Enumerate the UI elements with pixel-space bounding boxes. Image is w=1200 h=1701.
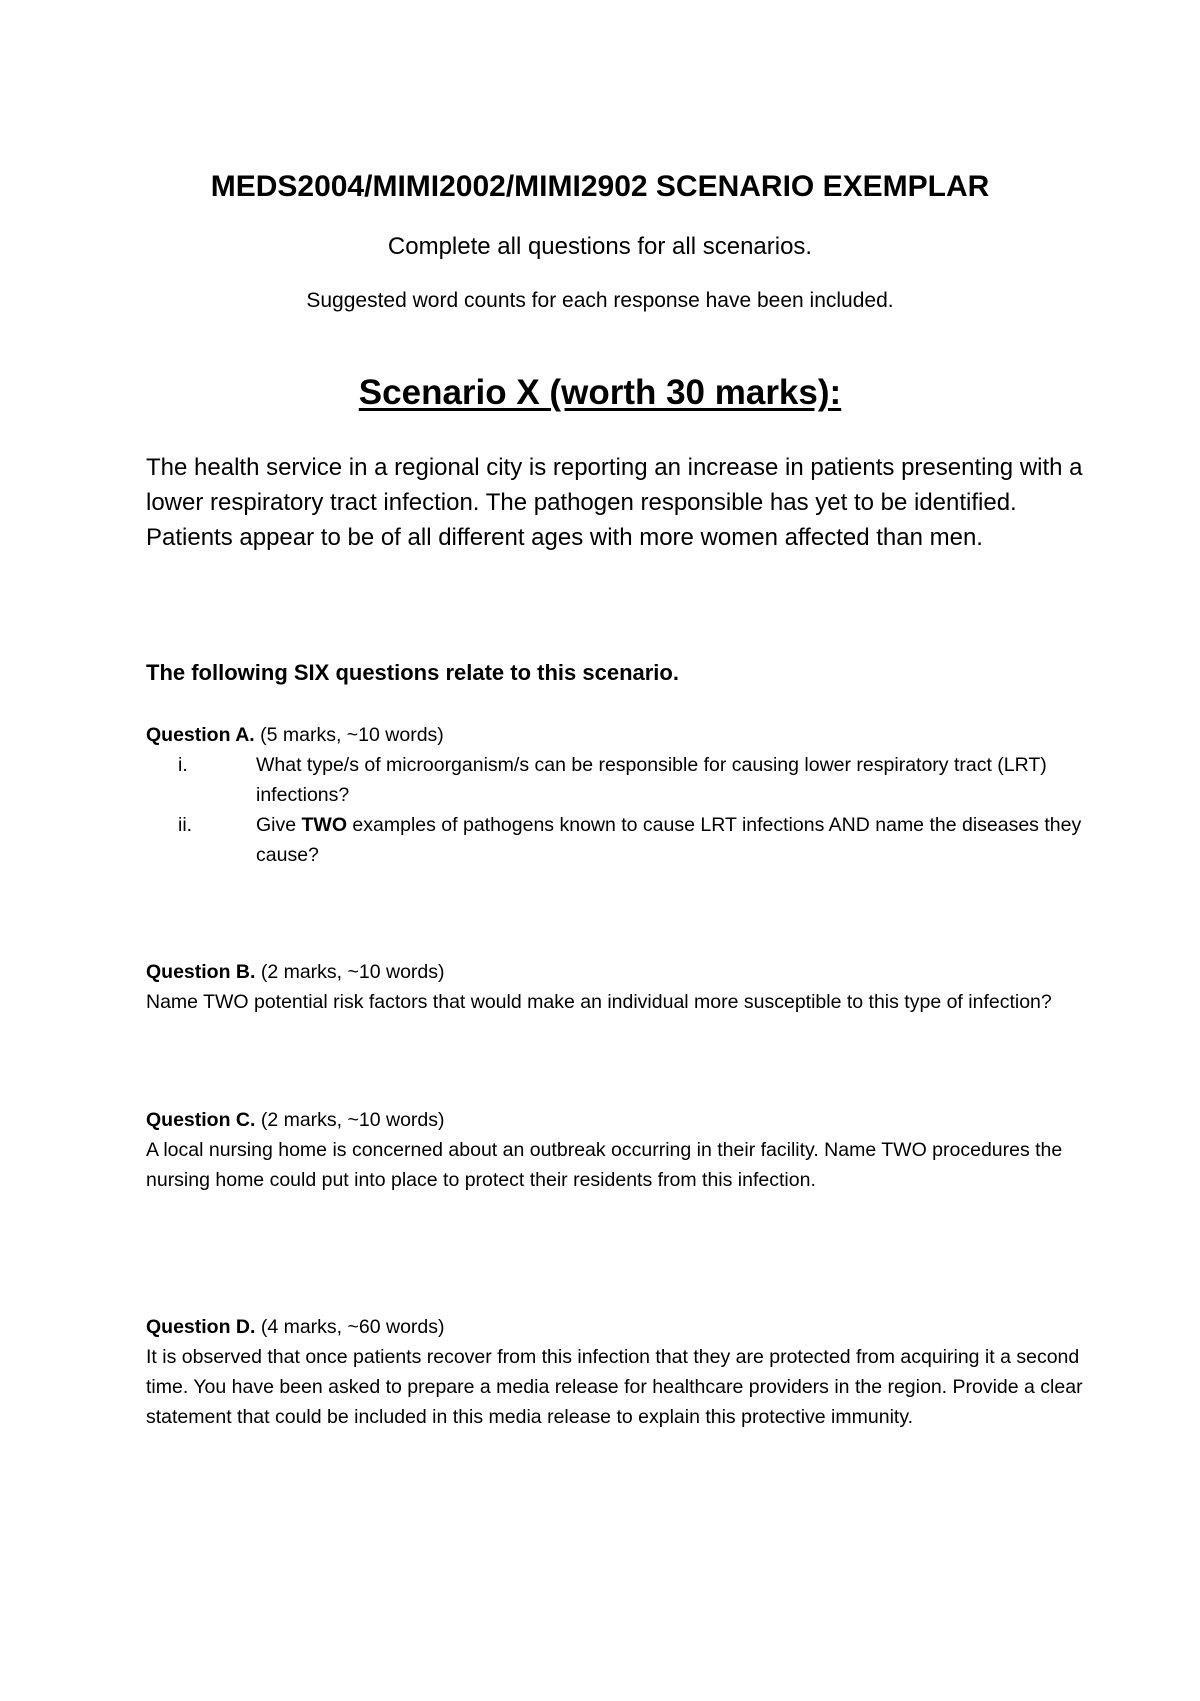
question-a-subparts — [146, 750, 1086, 870]
question-a-meta: (5 marks, ~10 words) — [254, 724, 444, 746]
subpart-text-post: examples of pathogens known to cause LRT infections AND name the diseases they cause? — [256, 814, 1082, 866]
document-title: MEDS2004/MIMI2002/MIMI2902 SCENARIO EXEMPLAR — [210, 170, 990, 203]
question-a-subpart-ii — [146, 810, 1086, 870]
question-b-meta: (2 marks, ~10 words) — [255, 961, 445, 983]
question-c — [146, 1105, 1086, 1195]
question-b-text: Name TWO potential risk factors that would make an individual more susceptible to this type of infection? — [146, 991, 1052, 1013]
subpart-numeral: i. — [178, 754, 188, 776]
scenario-description — [146, 450, 1086, 555]
scenario-paragraph-2: Patients appear to be of all different ages with more women affected than men. — [146, 524, 983, 551]
question-a-subpart-i — [146, 750, 1086, 810]
question-b — [146, 957, 1086, 1017]
subpart-text — [256, 810, 1086, 870]
question-d-text: It is observed that once patients recover from this infection that they are protected from acquiring it a second time. You have been asked to prepare a media release for healthcare providers in the region. Provide a clear statement that could be included in this media release to explain this protective immunity. — [146, 1346, 1083, 1428]
question-b-header — [146, 957, 1086, 987]
subpart-numeral: ii. — [178, 814, 193, 836]
question-d-header — [146, 1312, 1086, 1342]
scenario-heading: Scenario X (worth 30 marks): — [358, 373, 842, 412]
question-c-meta: (2 marks, ~10 words) — [255, 1109, 445, 1131]
question-d-meta: (4 marks, ~60 words) — [255, 1316, 445, 1338]
six-questions-note: The following SIX questions relate to this scenario. — [146, 660, 679, 685]
question-d — [146, 1312, 1086, 1432]
instruction-word-counts: Suggested word counts for each response have been included. — [306, 289, 894, 312]
question-b-label: Question B. — [146, 961, 256, 983]
question-a-header — [146, 720, 1086, 750]
question-c-label: Question C. — [146, 1109, 256, 1131]
scenario-paragraph-1: The health service in a regional city is reporting an increase in patients presenting with a lower respiratory tract infection. The pathogen responsible has yet to be identified. — [146, 454, 1083, 516]
subpart-text-emphasis: TWO — [301, 814, 347, 836]
question-c-header — [146, 1105, 1086, 1135]
question-a-label: Question A. — [146, 724, 255, 746]
subpart-text: What type/s of microorganism/s can be responsible for causing lower respiratory tract (LRT) infections? — [256, 754, 1047, 806]
subpart-text-pre: Give — [256, 814, 302, 836]
question-d-label: Question D. — [146, 1316, 256, 1338]
instruction-complete-all: Complete all questions for all scenarios. — [387, 233, 813, 260]
question-a — [146, 720, 1086, 870]
question-c-text: A local nursing home is concerned about an outbreak occurring in their facility. Name TWO procedures the nursing home could put into place to protect their residents from this infection. — [146, 1139, 1063, 1191]
